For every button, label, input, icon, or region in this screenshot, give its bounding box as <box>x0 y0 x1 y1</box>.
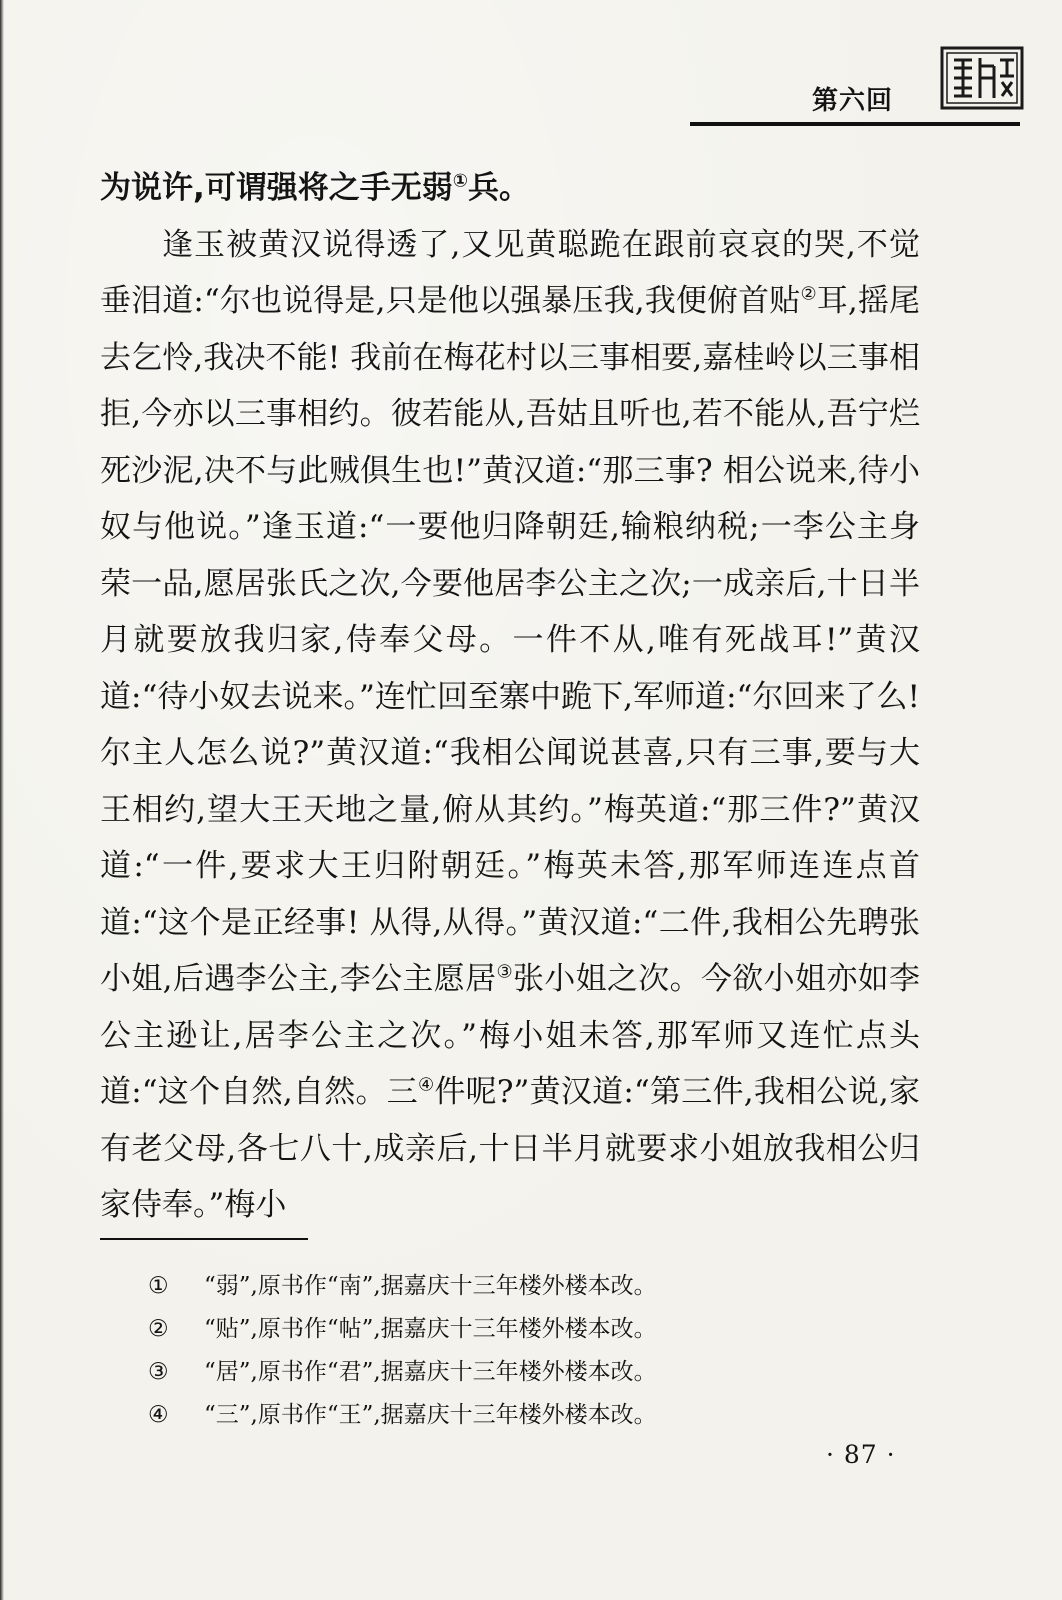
footnote-rule <box>100 1238 308 1240</box>
header-rule <box>690 122 1020 126</box>
footnote-ref-3: ③ <box>496 961 513 983</box>
footnote-ref-1: ① <box>452 170 469 192</box>
footnote <box>148 1394 908 1437</box>
footnote-number: ② <box>148 1316 169 1342</box>
footnote-text: “三”,原书作“王”,据嘉庆十三年楼外楼本改。 <box>204 1402 657 1428</box>
page-number: · 87 · <box>826 1440 896 1469</box>
paragraph-continuation <box>100 160 920 217</box>
seal-icon <box>940 46 1024 110</box>
footnote-text: “贴”,原书作“帖”,据嘉庆十三年楼外楼本改。 <box>204 1316 657 1342</box>
paragraph <box>100 217 920 1234</box>
text-run: 耳,摇尾去乞怜,我决不能! 我前在梅花村以三事相要,嘉桂岭以三事相拒,今亦以三事相约。彼若能从,吾姑且听也,若不能从,吾宁烂死沙泥,决不与此贼俱生也!”黄汉道:“那三事? 相公说来,待小奴与他说。”逢玉道:“一要他归降朝廷,输粮纳税;一李公主身荣一品,愿居张氏之次,今要他居李公主之次;一成亲后,十日半月就要放我归家,侍奉父母。一件不从,唯有死战耳!”黄汉道:“待小奴去说来。”连忙回至寨中跪下,军师道:“尔回来了么! 尔主人怎么说?”黄汉道:“我相公闻说甚喜,只有三事,要与大王相约,望大王天地之量,俯从其约。”梅英道:“那三件?”黄汉道:“一件,要求大王归附朝廷。”梅英未答,那军师连连点首道:“这个是正经事! 从得,从得。”黄汉道:“二件,我相公先聘张小姐,后遇李公主,李公主愿居 <box>100 283 921 997</box>
footnote <box>148 1351 908 1394</box>
text-run: 兵。 <box>468 170 531 206</box>
text-run: 逢玉被黄汉说得透了,又见黄聪跪在跟前哀哀的哭,不觉垂泪道:“尔也说得是,只是他以强暴压我,我便俯首贴 <box>100 226 920 319</box>
footnote-number: ① <box>148 1273 169 1299</box>
page-edge-shadow <box>0 0 4 1600</box>
text-run: 张小姐之次。今欲小姐亦如李公主逊让,居李公主之次。”梅小姐未答,那军师又连忙点头道:“这个自然,自然。三 <box>100 961 920 1110</box>
footnote-ref-4: ④ <box>418 1074 435 1096</box>
footnote-number: ④ <box>148 1402 169 1428</box>
footnote <box>148 1308 908 1351</box>
footnote <box>148 1265 908 1308</box>
footnote-text: “居”,原书作“君”,据嘉庆十三年楼外楼本改。 <box>204 1359 657 1385</box>
footnotes <box>148 1265 908 1437</box>
body-text <box>100 160 920 1234</box>
footnote-ref-2: ② <box>800 283 817 305</box>
footnote-text: “弱”,原书作“南”,据嘉庆十三年楼外楼本改。 <box>204 1273 657 1299</box>
text-run: 件呢?”黄汉道:“第三件,我相公说,家有老父母,各七八十,成亲后,十日半月就要求小姐放我相公归家侍奉。”梅小 <box>100 1074 921 1223</box>
footnote-number: ③ <box>148 1359 169 1385</box>
chapter-title: 第六回 <box>812 86 894 116</box>
text-run: 为说许,可谓强将之手无弱 <box>100 170 453 206</box>
